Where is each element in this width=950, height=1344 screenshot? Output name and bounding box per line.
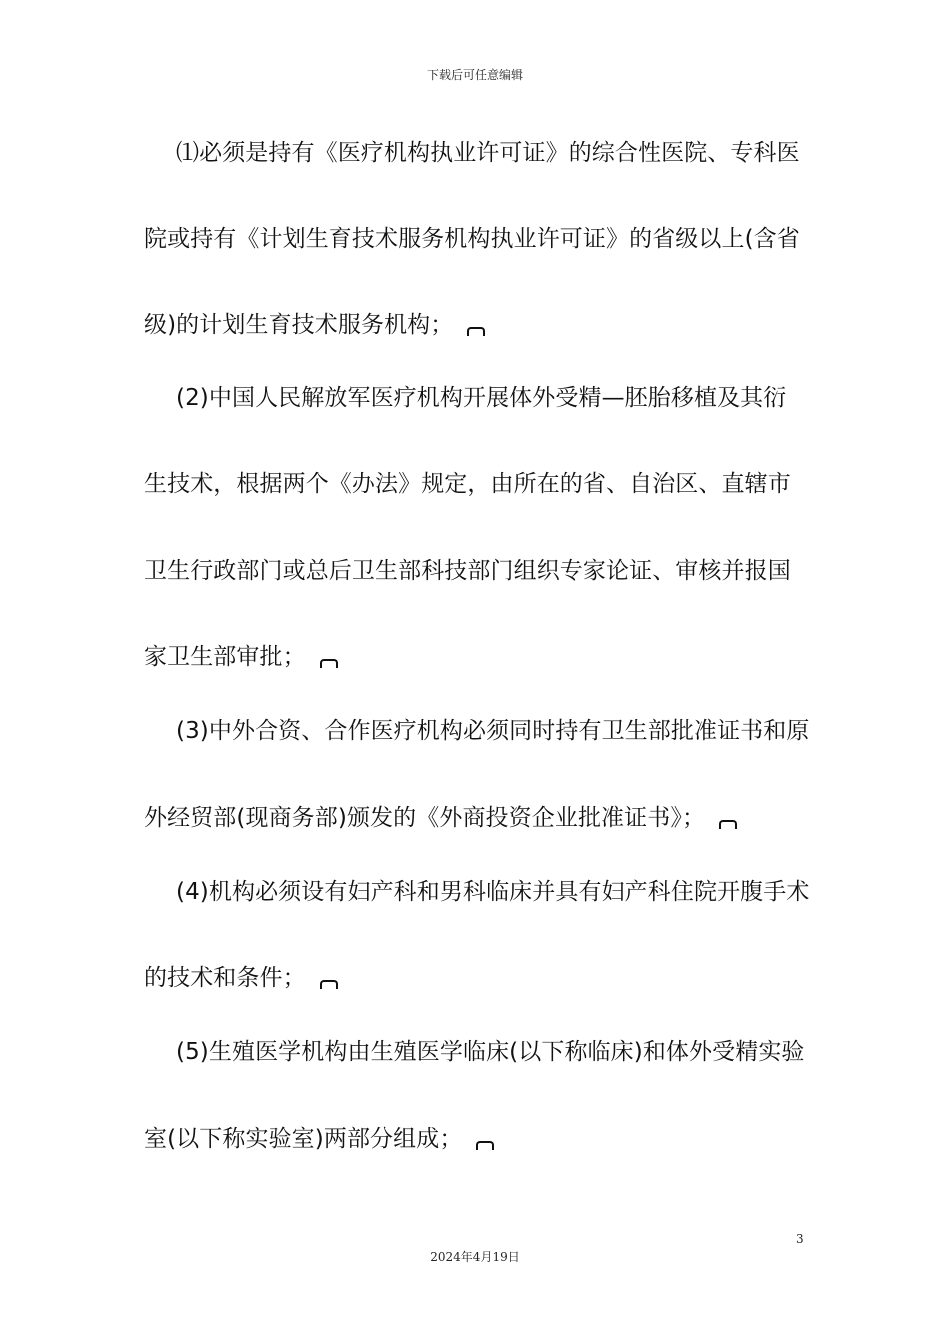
paragraph-mark-icon <box>476 1141 494 1150</box>
paragraph-mark-icon <box>320 980 338 989</box>
text: 卫生行政部门或总后卫生部科技部门组织专家论证、审核并报国 <box>144 558 791 584</box>
paragraph-mark-icon <box>719 820 737 829</box>
footer-date: 2024年4月19日 <box>430 1250 520 1264</box>
text: 生技术，根据两个《办法》规定，由所在的省、自治区、直辖市 <box>144 471 791 497</box>
page-header: 下载后可任意编辑 <box>426 68 523 82</box>
paragraph-4-line-1 <box>176 877 809 907</box>
paragraph-mark-icon <box>467 327 485 336</box>
paragraph-3-line-2 <box>144 803 737 833</box>
paragraph-1-line-3 <box>144 310 485 340</box>
text: (2)中国人民解放军医疗机构开展体外受精—胚胎移植及其衍 <box>176 385 787 411</box>
text: (3)中外合资、合作医疗机构必须同时持有卫生部批准证书和原 <box>176 718 810 744</box>
paragraph-5-line-2 <box>144 1124 494 1154</box>
paragraph-2-line-4 <box>144 642 338 672</box>
text: ⑴必须是持有《医疗机构执业许可证》的综合性医院、专科医 <box>176 140 800 166</box>
text: (5)生殖医学机构由生殖医学临床(以下称临床)和体外受精实验 <box>176 1039 805 1065</box>
paragraph-5-line-1 <box>176 1037 805 1067</box>
paragraph-2-line-1 <box>176 383 786 413</box>
text: (4)机构必须设有妇产科和男科临床并具有妇产科住院开腹手术 <box>176 879 810 905</box>
text: 级)的计划生育技术服务机构； <box>144 312 454 338</box>
paragraph-2-line-2 <box>144 469 791 499</box>
paragraph-3-line-1 <box>176 716 809 746</box>
paragraph-2-line-3 <box>144 556 791 586</box>
page-number: 3 <box>796 1232 804 1246</box>
paragraph-mark-icon <box>320 659 338 668</box>
paragraph-4-line-2 <box>144 963 338 993</box>
text: 院或持有《计划生育技术服务机构执业许可证》的省级以上(含省 <box>144 226 800 252</box>
text: 的技术和条件； <box>144 965 306 991</box>
text: 家卫生部审批； <box>144 644 306 670</box>
paragraph-1-line-2 <box>144 224 800 254</box>
text: 室(以下称实验室)两部分组成； <box>144 1126 463 1152</box>
paragraph-1-line-1 <box>176 138 800 168</box>
text: 外经贸部(现商务部)颁发的《外商投资企业批准证书》； <box>144 805 706 831</box>
